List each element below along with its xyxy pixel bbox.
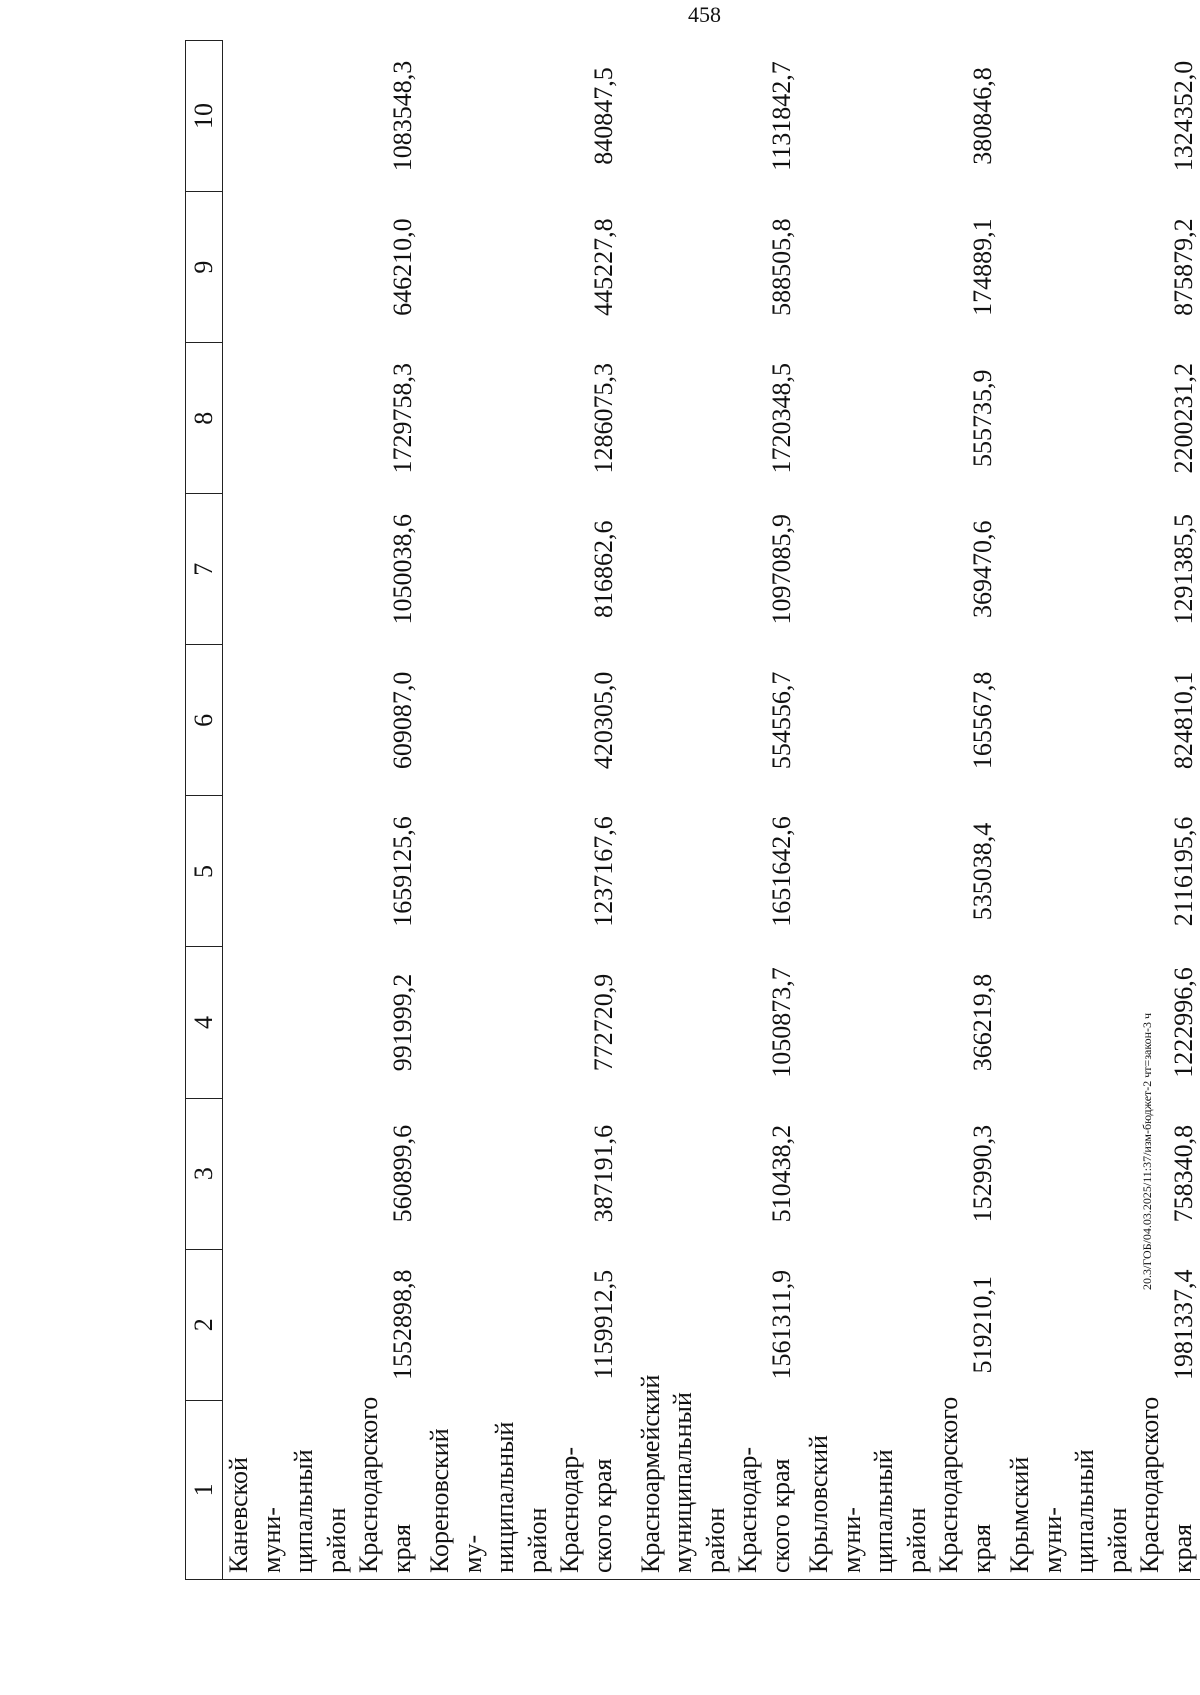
municipality-name: Красноармейский муниципальный район Краснодар-ского края bbox=[625, 1400, 803, 1579]
column-header: 4 bbox=[186, 947, 223, 1098]
table-cell: 152990,3 bbox=[968, 1124, 997, 1223]
municipality-name: Крымский муни-ципальный район Краснодарского края bbox=[1004, 1400, 1200, 1579]
column-header: 6 bbox=[186, 645, 223, 796]
table-cell: 519210,1 bbox=[968, 1275, 997, 1374]
table-row bbox=[1004, 41, 1200, 1580]
table-cell: 445227,8 bbox=[589, 218, 618, 316]
table-cell: 824810,1 bbox=[1169, 671, 1198, 770]
table-cell: 609087,0 bbox=[388, 671, 417, 770]
table-header-row bbox=[186, 41, 223, 1580]
table-cell: 366219,8 bbox=[968, 973, 997, 1072]
table-cell: 560899,6 bbox=[388, 1124, 417, 1223]
column-header: 2 bbox=[186, 1249, 223, 1400]
table-cell: 555735,9 bbox=[968, 369, 997, 467]
table-cell: 420305,0 bbox=[589, 671, 618, 770]
table-cell: 387191,6 bbox=[589, 1124, 618, 1223]
table-cell: 2200231,2 bbox=[1169, 362, 1198, 474]
table-cell: 1222996,6 bbox=[1169, 967, 1198, 1078]
table-cell: 588505,8 bbox=[767, 218, 796, 316]
table-cell: 1291385,5 bbox=[1169, 514, 1198, 625]
budget-table bbox=[185, 40, 1200, 1580]
column-header: 7 bbox=[186, 494, 223, 645]
table-cell: 991999,2 bbox=[388, 973, 417, 1072]
table-cell: 646210,0 bbox=[388, 218, 417, 316]
table-cell: 1083548,3 bbox=[388, 60, 417, 172]
table-cell: 1720348,5 bbox=[767, 362, 796, 474]
column-header: 9 bbox=[186, 192, 223, 343]
table-cell: 1981337,4 bbox=[1169, 1269, 1198, 1380]
table-cell: 758340,8 bbox=[1169, 1124, 1198, 1223]
table-cell: 1324352,0 bbox=[1169, 60, 1198, 172]
table-cell: 1729758,3 bbox=[388, 362, 417, 474]
table-row bbox=[803, 41, 1004, 1580]
table-cell: 1237167,6 bbox=[589, 816, 618, 927]
table-row bbox=[625, 41, 803, 1580]
column-header: 8 bbox=[186, 343, 223, 494]
municipality-name: Кореновский му-ниципальный район Краснодар-ского края bbox=[424, 1400, 625, 1579]
table-cell: 1097085,9 bbox=[767, 514, 796, 625]
table-cell: 1050873,7 bbox=[767, 967, 796, 1078]
table-cell: 772720,9 bbox=[589, 973, 618, 1072]
table-cell: 380846,8 bbox=[968, 67, 997, 165]
table-cell: 369470,6 bbox=[968, 520, 997, 619]
column-header: 10 bbox=[186, 41, 223, 192]
municipality-name: Каневской муни-ципальный район Краснодарского края bbox=[223, 1400, 425, 1579]
table-cell: 875879,2 bbox=[1169, 218, 1198, 316]
table-row bbox=[424, 41, 625, 1580]
footer-document-code: 20.3/ГОБ/04.03.2025/11:37/изм-бюджет-2 чт=закон-3 ч bbox=[1140, 1012, 1154, 1290]
municipality-name: Крыловский муни-ципальный район Краснодарского края bbox=[803, 1400, 1004, 1579]
table-cell: 1131842,7 bbox=[767, 61, 796, 171]
table-cell: 1561311,9 bbox=[767, 1269, 796, 1380]
table-cell: 1050038,6 bbox=[388, 514, 417, 625]
table-row bbox=[223, 41, 425, 1580]
table-cell: 1659125,6 bbox=[388, 816, 417, 927]
table-cell: 1159912,5 bbox=[589, 1269, 618, 1380]
table-cell: 2116195,6 bbox=[1169, 816, 1198, 927]
column-header: 1 bbox=[186, 1400, 223, 1579]
column-header: 5 bbox=[186, 796, 223, 947]
table-cell: 1286075,3 bbox=[589, 362, 618, 474]
column-header: 3 bbox=[186, 1098, 223, 1249]
table-cell: 840847,5 bbox=[589, 67, 618, 165]
table-cell: 165567,8 bbox=[968, 671, 997, 770]
page-number: 458 bbox=[688, 2, 721, 27]
table-cell: 1552898,8 bbox=[388, 1269, 417, 1380]
table-cell: 554556,7 bbox=[767, 671, 796, 770]
table-cell: 1651642,6 bbox=[767, 816, 796, 927]
table-cell: 816862,6 bbox=[589, 520, 618, 619]
table-cell: 510438,2 bbox=[767, 1124, 796, 1223]
table-cell: 174889,1 bbox=[968, 218, 997, 316]
table-cell: 535038,4 bbox=[968, 822, 997, 921]
